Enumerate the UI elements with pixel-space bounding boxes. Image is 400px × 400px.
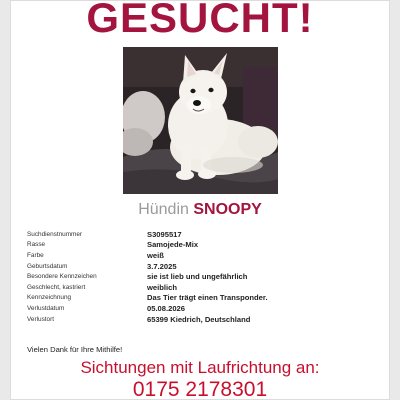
fact-value: S3095517 [147,229,182,239]
fact-row [27,240,367,251]
fact-label: Suchdienstnummer [27,230,83,238]
fact-label: Kennzeichnung [27,294,72,302]
dog-name-line [11,200,389,220]
fact-value: 3.7.2025 [147,261,177,271]
fact-row [27,303,367,314]
fact-row [27,293,367,304]
dog-photo [123,47,278,194]
fact-label: Verlustort [27,315,54,323]
thanks-note: Vielen Dank für Ihre Mithilfe! [27,345,123,354]
fact-label: Besondere Kennzeichen [27,273,97,281]
fact-row [27,271,367,282]
fact-label: Verlustdatum [27,304,65,312]
fact-value: 05.08.2026 [147,303,186,313]
fact-value: Das Tier trägt einen Transponder. [147,293,268,303]
dog-photo-image [123,47,278,194]
fact-row [27,229,367,240]
fact-row [27,282,367,293]
fact-row [27,250,367,261]
facts-table [27,229,367,324]
fact-row [27,314,367,325]
sightings-instruction: Sichtungen mit Laufrichtung an: [80,358,320,377]
fact-label: Geburtsdatum [27,262,68,270]
missing-dog-poster [10,0,390,400]
fact-label: Rasse [27,241,46,249]
contact-phone-number: 0175 2178301 [132,378,268,400]
gender-label: Hündin [138,201,189,218]
fact-value: Samojede-Mix [147,240,199,250]
fact-value: 65399 Kiedrich, Deutschland [147,314,251,324]
fact-row [27,261,367,272]
poster-headline: GESUCHT! [86,0,314,41]
fact-value: weiß [147,250,164,260]
fact-label: Geschlecht, kastriert [27,283,86,291]
fact-label: Farbe [27,251,44,259]
dog-name: SNOOPY [193,201,262,218]
fact-value: sie ist lieb und ungefährlich [147,272,248,282]
fact-value: weiblich [147,282,177,292]
